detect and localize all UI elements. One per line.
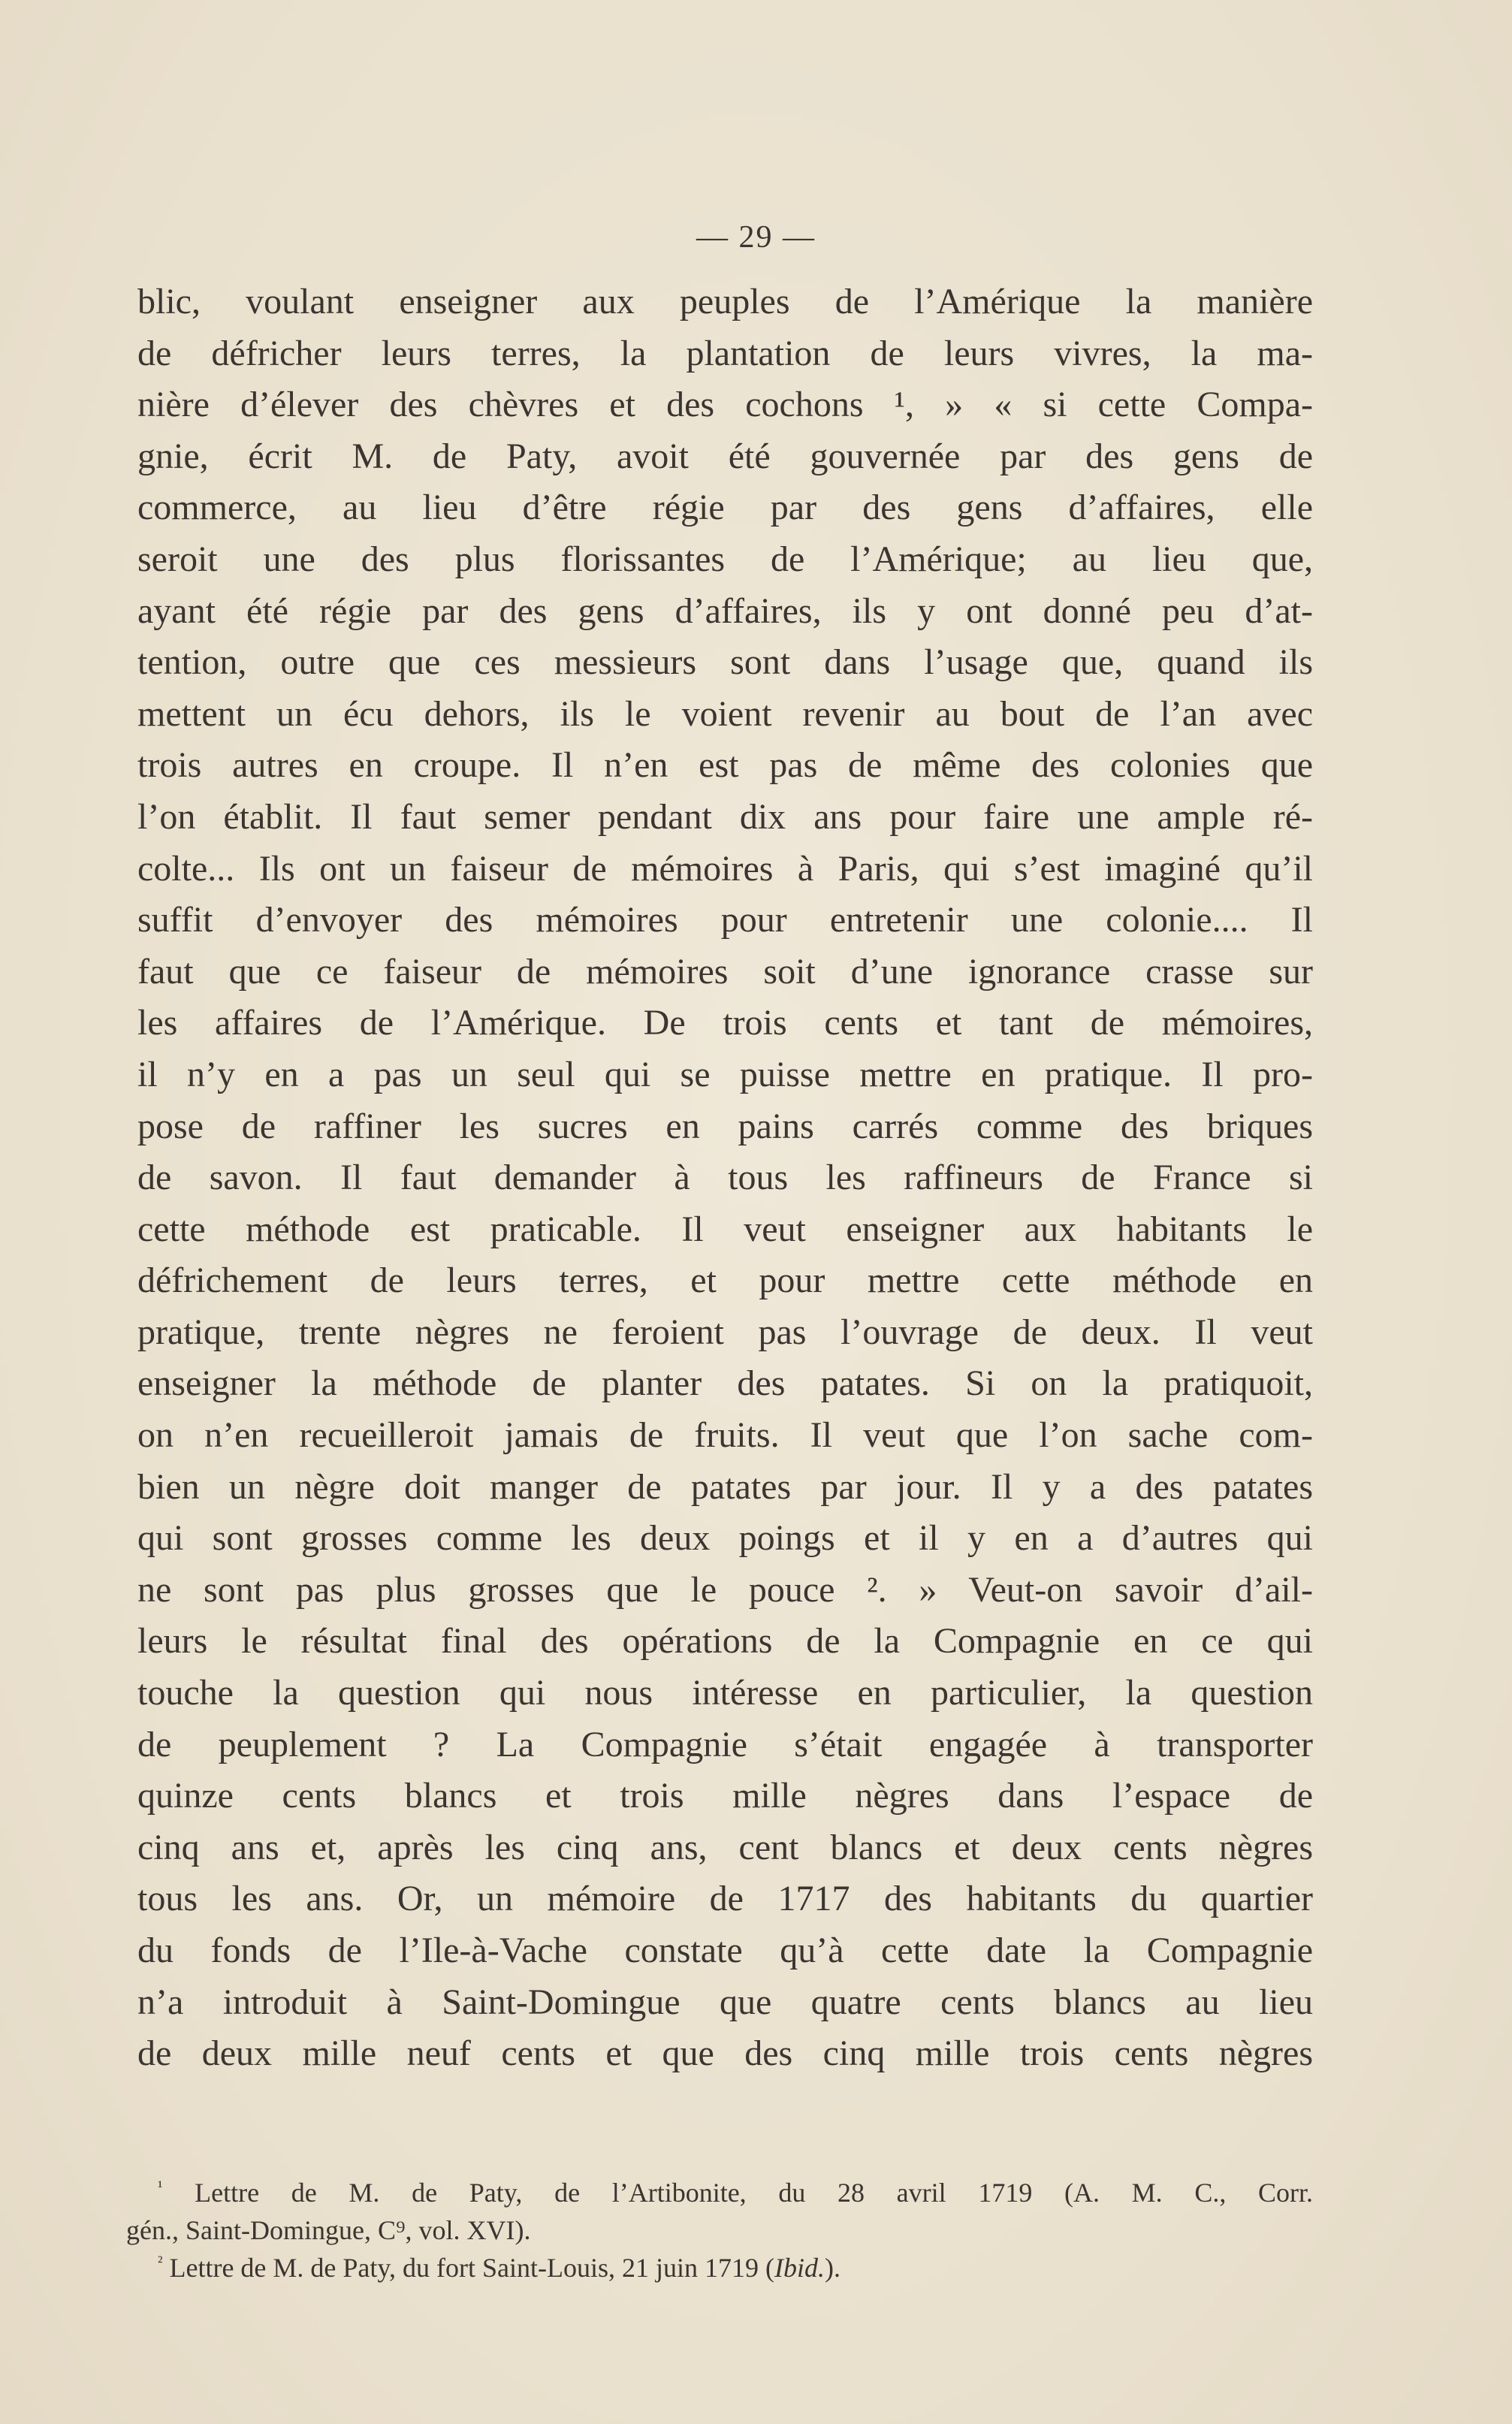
footnote-2	[126, 2249, 1313, 2287]
footnote-2-text: Lettre de M. de Paty, du fort Saint-Louis, 21 juin 1719 (	[169, 2253, 775, 2283]
body-text	[137, 276, 1313, 2080]
text-line: leurs le résultat final des opérations de la Compagnie en ce qui	[137, 1621, 1313, 1662]
text-line: défrichement de leurs terres, et pour mettre cette méthode en	[137, 1260, 1313, 1301]
text-line: bien un nègre doit manger de patates par jour. Il y a des patates	[137, 1466, 1313, 1507]
text-line: de savon. Il faut demander à tous les raffineurs de France si	[137, 1158, 1313, 1198]
text-line: de deux mille neuf cents et que des cinq mille trois cents nègres	[137, 2033, 1313, 2074]
text-line: n’a introduit à Saint-Domingue que quatre cents blancs au lieu	[137, 1982, 1313, 2022]
footnote-1-continuation: gén., Saint-Domingue, C⁹, vol. XVI).	[126, 2215, 531, 2245]
footnote-1-marker: ¹	[158, 2178, 163, 2196]
footnote-2-ibid: Ibid.	[774, 2253, 825, 2283]
text-line: touche la question qui nous intéresse en particulier, la question	[137, 1673, 1313, 1713]
text-line: gnie, écrit M. de Paty, avoit été gouvernée par des gens de	[137, 436, 1313, 476]
text-line: nière d’élever des chèvres et des cochons ¹, » « si cette Compa-	[137, 385, 1313, 425]
footnotes	[126, 2174, 1313, 2287]
text-line: cinq ans et, après les cinq ans, cent blancs et deux cents nègres	[137, 1827, 1313, 1867]
text-line: du fonds de l’Ile-à-Vache constate qu’à cette date la Compagnie	[137, 1930, 1313, 1970]
text-line: quinze cents blancs et trois mille nègres dans l’espace de	[137, 1776, 1313, 1816]
footnote-1	[126, 2174, 1313, 2211]
text-line: enseigner la méthode de planter des patates. Si on la pratiquoit,	[137, 1363, 1313, 1404]
text-line: ayant été régie par des gens d’affaires, ils y ont donné peu d’at-	[137, 590, 1313, 631]
text-line: faut que ce faiseur de mémoires soit d’une ignorance crasse sur	[137, 951, 1313, 992]
text-line: de défricher leurs terres, la plantation de leurs vivres, la ma-	[137, 333, 1313, 373]
text-line: colte... Ils ont un faiseur de mémoires à Paris, qui s’est imaginé qu’il	[137, 848, 1313, 889]
text-line: les affaires de l’Amérique. De trois cents et tant de mémoires,	[137, 1003, 1313, 1043]
text-line: seroit une des plus florissantes de l’Amérique; au lieu que,	[137, 539, 1313, 579]
text-line: cette méthode est praticable. Il veut enseigner aux habitants le	[137, 1209, 1313, 1249]
text-line: blic, voulant enseigner aux peuples de l’Amérique la manière	[137, 282, 1313, 321]
text-line: l’on établit. Il faut semer pendant dix ans pour faire une ample ré-	[137, 796, 1313, 837]
text-line: suffit d’envoyer des mémoires pour entretenir une colonie.... Il	[137, 900, 1313, 940]
footnote-2-marker: ²	[158, 2253, 163, 2272]
text-line: qui sont grosses comme les deux poings et il y en a d’autres qui	[137, 1518, 1313, 1559]
footnote-2-close: ).	[825, 2253, 841, 2283]
text-line: on n’en recueilleroit jamais de fruits. Il veut que l’on sache com-	[137, 1415, 1313, 1456]
text-line: trois autres en croupe. Il n’en est pas de même des colonies que	[137, 745, 1313, 786]
text-line: de peuplement ? La Compagnie s’était engagée à transporter	[137, 1724, 1313, 1764]
text-line: mettent un écu dehors, ils le voient revenir au bout de l’an avec	[137, 693, 1313, 734]
text-line: pratique, trente nègres ne feroient pas l’ouvrage de deux. Il veut	[137, 1312, 1313, 1352]
footnote-1-line-1: Lettre de M. de Paty, de l’Artibonite, du 28 avril 1719 (A. M. C., Corr.	[195, 2178, 1313, 2208]
text-line: commerce, au lieu d’être régie par des gens d’affaires, elle	[137, 488, 1313, 528]
page-number: — 29 —	[696, 220, 816, 255]
text-line: ne sont pas plus grosses que le pouce ². » Veut-on savoir d’ail-	[137, 1569, 1313, 1610]
text-line: pose de raffiner les sucres en pains carrés comme des briques	[137, 1106, 1313, 1146]
text-line: tention, outre que ces messieurs sont dans l’usage que, quand ils	[137, 642, 1313, 683]
text-line: il n’y en a pas un seul qui se puisse mettre en pratique. Il pro-	[137, 1054, 1313, 1094]
text-line: tous les ans. Or, un mémoire de 1717 des habitants du quartier	[137, 1879, 1313, 1919]
